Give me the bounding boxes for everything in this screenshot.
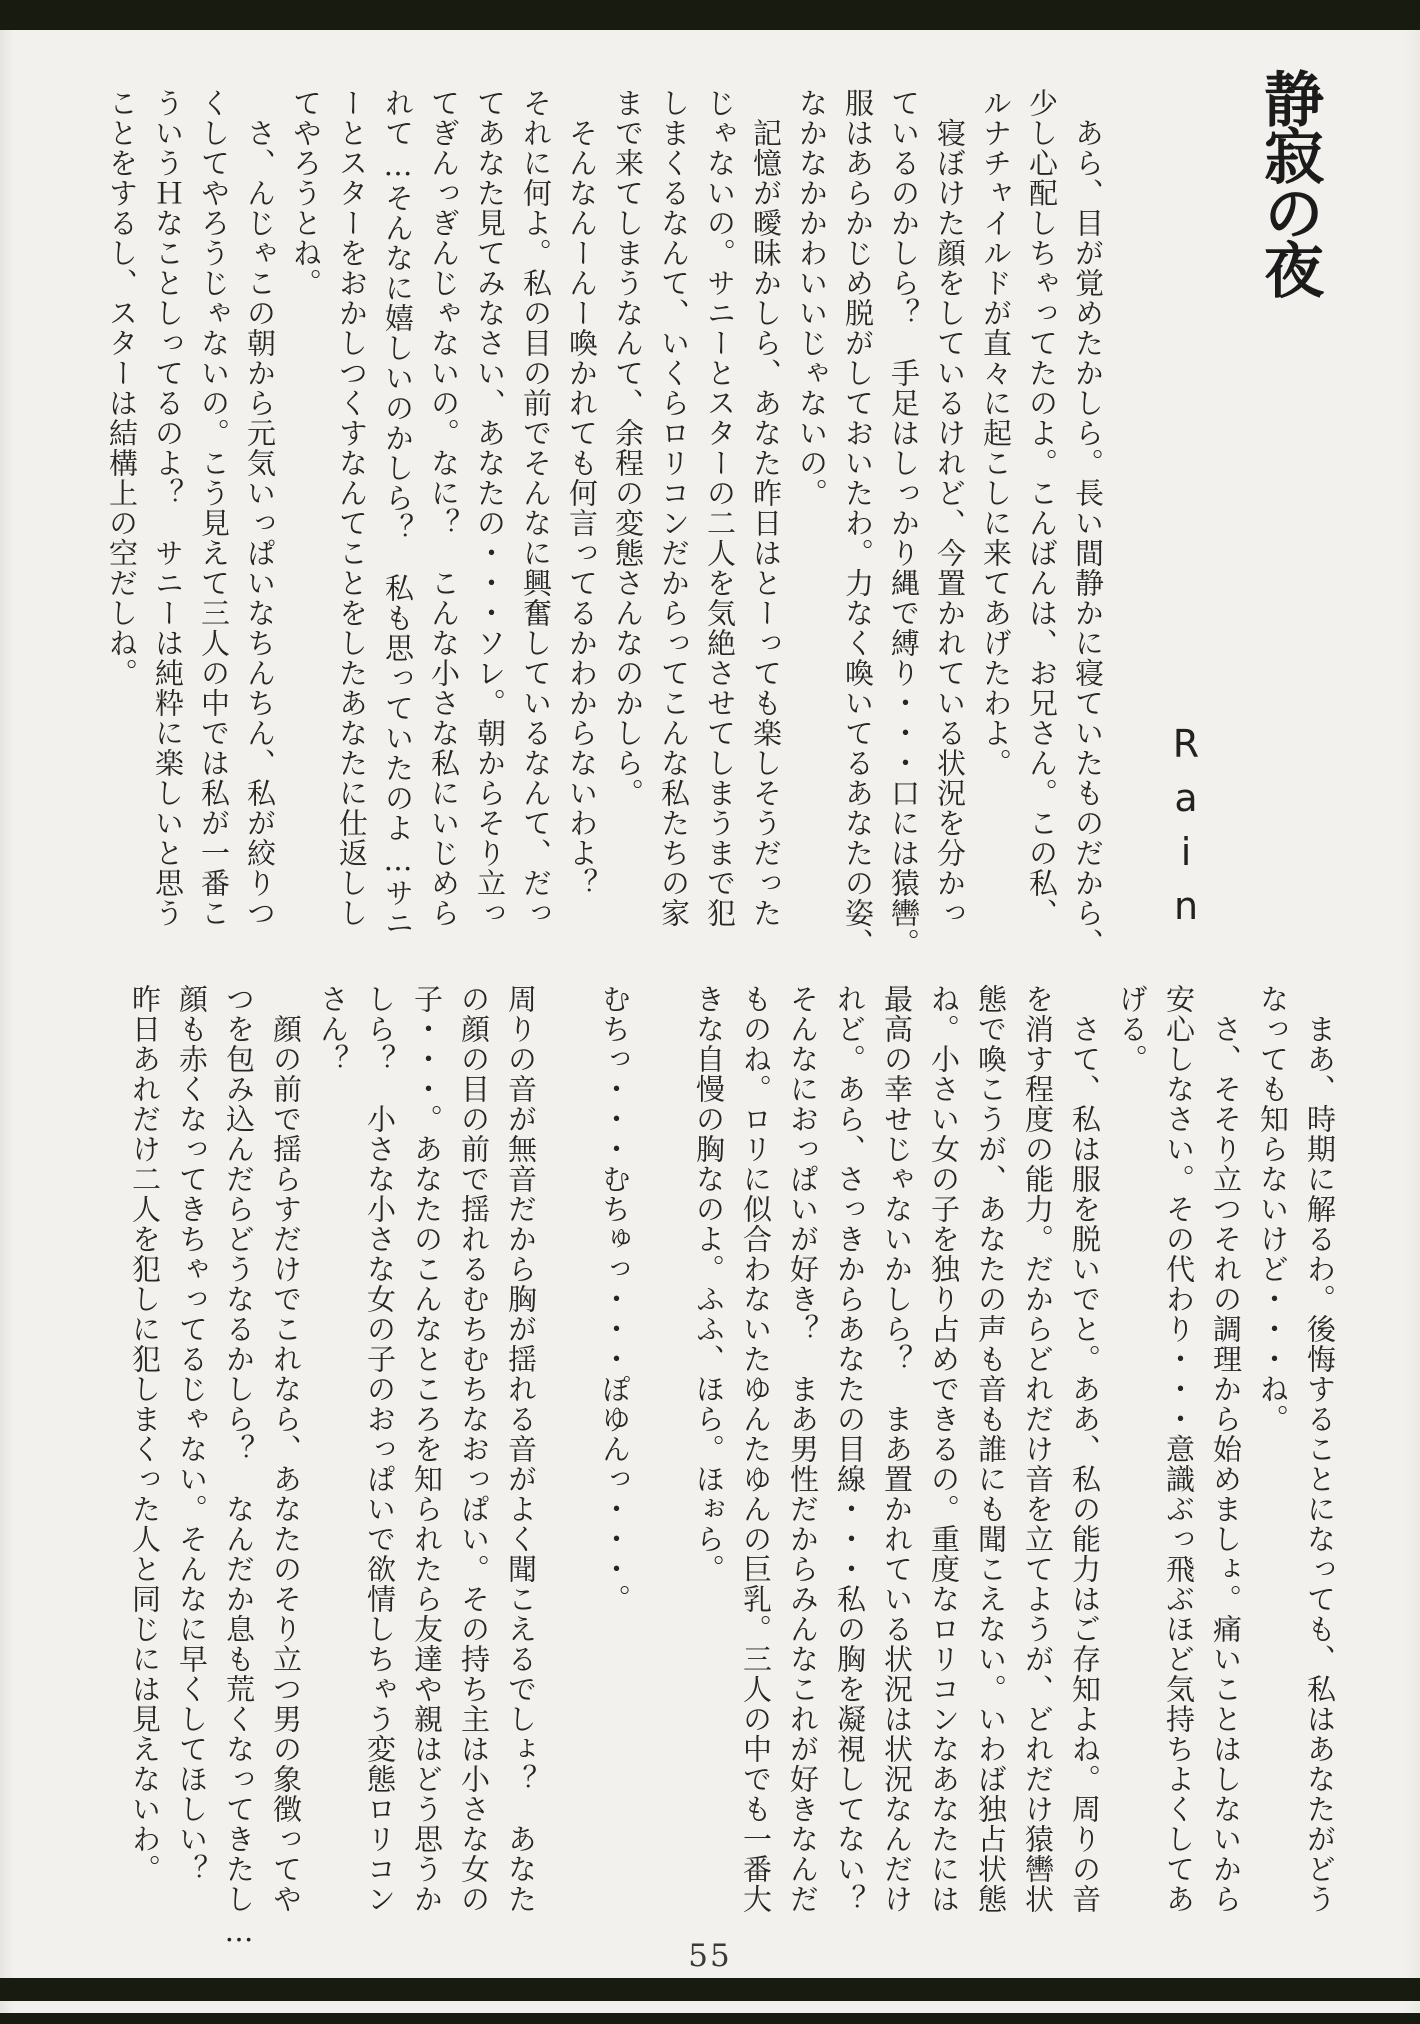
author-name: Rain — [1164, 722, 1208, 938]
page-number: 55 — [688, 1938, 732, 1974]
text-column: さ、んじゃこの朝から元気いっぱいなちんちん、私が絞りつ — [243, 88, 277, 928]
text-column: 昨日あれだけ二人を犯しに犯しまくった人と同じには見えないわ。 — [128, 984, 162, 1884]
text-column: なっても知らないけど・・・ね。 — [1256, 984, 1290, 1434]
text-column: しら？ 小さな小さな女の子のおっぱいで欲情しちゃう変態ロリコン — [363, 984, 397, 1914]
text-column: つを包み込んだらどうなるかしら？ なんだか息も荒くなってきたし… — [222, 984, 256, 1949]
text-column: それに何よ。私の目の前でそんなに興奮しているなんて、だっ — [519, 88, 553, 928]
text-column: ルナチャイルドが直々に起こしに来てあげたわよ。 — [979, 88, 1013, 778]
upper-text-block — [99, 88, 1111, 972]
text-column: てあなた見てみなさい、あなたの・・・ソレ。朝からそり立っ — [473, 88, 507, 928]
text-column: てぎんっぎんじゃないの。なに？ こんな小さな私にいじめら — [427, 88, 461, 928]
text-column: むちっ・・・むちゅっ・・・ぽゆんっ・・・。 — [598, 984, 632, 1614]
text-column: くしてやろうじゃないの。こう見えて三人の中では私が一番こ — [197, 88, 231, 928]
lower-text-block — [121, 984, 1343, 1950]
text-column: 寝ぼけた顔をしているけれど、今置かれている状況を分かっ — [933, 88, 967, 928]
top-edge-bar — [0, 0, 1420, 30]
text-column — [638, 984, 685, 1950]
text-column: じゃないの。サニーとスターの二人を気絶させてしまうまで犯 — [703, 88, 737, 928]
text-column: ことをするし、スターは結構上の空だしね。 — [105, 88, 139, 688]
text-column: さん？ — [316, 984, 350, 1074]
bottom-edge-bar-inner — [0, 2013, 1420, 2024]
text-column: ね。小さい女の子を独り占めできるの。重度なロリコンなあなたには — [927, 984, 961, 1914]
text-column: 態で喚こうが、あなたの声も音も誰にも聞こえない。いわば独占状態 — [974, 984, 1008, 1914]
text-column: 少し心配しちゃってたのよ。こんばんは、お兄さん。この私、 — [1025, 88, 1059, 928]
text-column: きな自慢の胸なのよ。ふふ、ほら。ほぉら。 — [692, 984, 726, 1584]
text-column: ているのかしら？ 手足はしっかり縄で縛り・・・口には猿轡。 — [887, 88, 921, 958]
text-column: れど。あら、さっきからあなたの目線・・・私の胸を凝視してない？ — [833, 984, 867, 1914]
text-column: 顔の前で揺らすだけでこれなら、あなたのそり立つ男の象徴ってや — [269, 984, 303, 1914]
text-column: 周りの音が無音だから胸が揺れる音がよく聞こえるでしょ？ あなた — [504, 984, 538, 1914]
text-column: しまくるなんて、いくらロリコンだからってこんな私たちの家 — [657, 88, 691, 928]
text-column: を消す程度の能力。だからどれだけ音を立てようが、どれだけ猿轡状 — [1021, 984, 1055, 1914]
text-column: 顔も赤くなってきちゃってるじゃない。そんなに早くしてほしい？ — [175, 984, 209, 1884]
text-column: げる。 — [1115, 984, 1149, 1074]
text-column: さ、そそり立つそれの調理から始めましょ。痛いことはしないから — [1209, 984, 1243, 1914]
text-column: 最高の幸せじゃないかしら？ まあ置かれている状況は状況なんだけ — [880, 984, 914, 1914]
text-column — [544, 984, 591, 1950]
text-column: ものね。ロリに似合わないたゆんたゆんの巨乳。三人の中でも一番大 — [739, 984, 773, 1914]
text-column: なかなかかわいいじゃないの。 — [795, 88, 829, 508]
text-column: れて…そんなに嬉しいのかしら？ 私も思っていたのよ…サニ — [381, 88, 415, 938]
text-column: 安心しなさい。その代わり・・・意識ぶっ飛ぶほど気持ちよくしてあ — [1162, 984, 1196, 1914]
text-column: の顔の目の前で揺れるむちむちなおっぱい。その持ち主は小さな女の — [457, 984, 491, 1914]
text-column: そんなんーんー喚かれても何言ってるかわからないわよ？ — [565, 88, 599, 898]
bottom-edge-bar-outer — [0, 1978, 1420, 2001]
text-column: ういうＨなことしってるのよ？ サニーは純粋に楽しいと思う — [151, 88, 185, 928]
text-column: 記憶が曖昧かしら、あなた昨日はとーっても楽しそうだった — [749, 88, 783, 928]
page-title: 静寂の夜 — [1254, 68, 1324, 296]
text-column: 子・・・。あなたのこんなところを知られたら友達や親はどう思うか — [410, 984, 444, 1914]
text-column: まで来てしまうなんて、余程の変態さんなのかしら。 — [611, 88, 645, 808]
text-column: さて、私は服を脱いでと。ああ、私の能力はご存知よね。周りの音 — [1068, 984, 1102, 1914]
text-column: ーとスターをおかしつくすなんてことをしたあなたに仕返しし — [335, 88, 369, 928]
text-column: あら、目が覚めたかしら。長い間静かに寝ていたものだから、 — [1071, 88, 1105, 958]
text-column: そんなにおっぱいが好き？ まあ男性だからみんなこれが好きなんだ — [786, 984, 820, 1914]
text-column: てやろうとね。 — [289, 88, 323, 298]
text-column: まあ、時期に解るわ。後悔することになっても、私はあなたがどう — [1303, 984, 1337, 1914]
text-column: 服はあらかじめ脱がしておいたわ。力なく喚いてるあなたの姿、 — [841, 88, 875, 958]
